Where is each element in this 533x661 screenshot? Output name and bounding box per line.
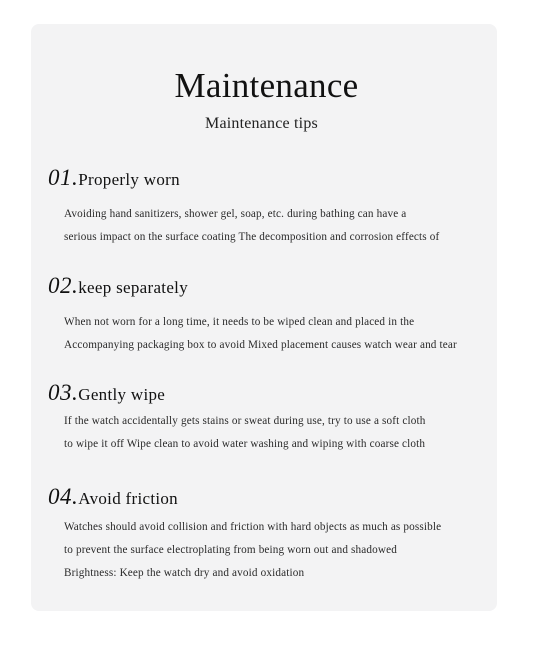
tip-body-line: Brightness: Keep the watch dry and avoid oxidation xyxy=(64,567,305,579)
tip-body xyxy=(48,203,508,249)
tip-number: 02. xyxy=(48,273,79,298)
tip-title: Gently wipe xyxy=(78,385,166,404)
tip-body xyxy=(48,311,508,357)
tip-section-gently-wipe xyxy=(48,380,508,456)
tip-heading xyxy=(48,165,508,193)
tip-title: keep separately xyxy=(78,278,188,297)
tip-heading xyxy=(48,380,508,408)
tip-body-line: Avoiding hand sanitizers, shower gel, soap, etc. during bathing can have a xyxy=(64,208,407,220)
tip-body-line: serious impact on the surface coating The decomposition and corrosion effects of xyxy=(64,231,440,243)
tip-number: 03. xyxy=(48,380,79,405)
tip-body xyxy=(48,410,508,456)
tip-section-keep-separately xyxy=(48,273,508,357)
page-title: Maintenance xyxy=(174,66,359,105)
tip-section-properly-worn xyxy=(48,165,508,249)
tip-body-line: When not worn for a long time, it needs to be wiped clean and placed in the xyxy=(64,316,415,328)
tip-body-line: If the watch accidentally gets stains or sweat during use, try to use a soft cloth xyxy=(64,415,426,427)
tip-body xyxy=(48,516,508,585)
tip-section-avoid-friction xyxy=(48,484,508,585)
tip-number: 04. xyxy=(48,484,79,509)
tip-number: 01. xyxy=(48,165,79,190)
tip-body-line: Accompanying packaging box to avoid Mixed placement causes watch wear and tear xyxy=(64,339,457,351)
page-subtitle: Maintenance tips xyxy=(205,115,318,132)
tip-body-line: to wipe it off Wipe clean to avoid water washing and wiping with coarse cloth xyxy=(64,438,426,450)
tip-body-line: Watches should avoid collision and friction with hard objects as much as possible xyxy=(64,521,442,533)
tip-heading xyxy=(48,484,508,512)
tip-body-line: to prevent the surface electroplating from being worn out and shadowed xyxy=(64,544,397,556)
tip-title: Properly worn xyxy=(78,170,180,189)
tip-title: Avoid friction xyxy=(78,489,178,508)
tip-heading xyxy=(48,273,508,301)
